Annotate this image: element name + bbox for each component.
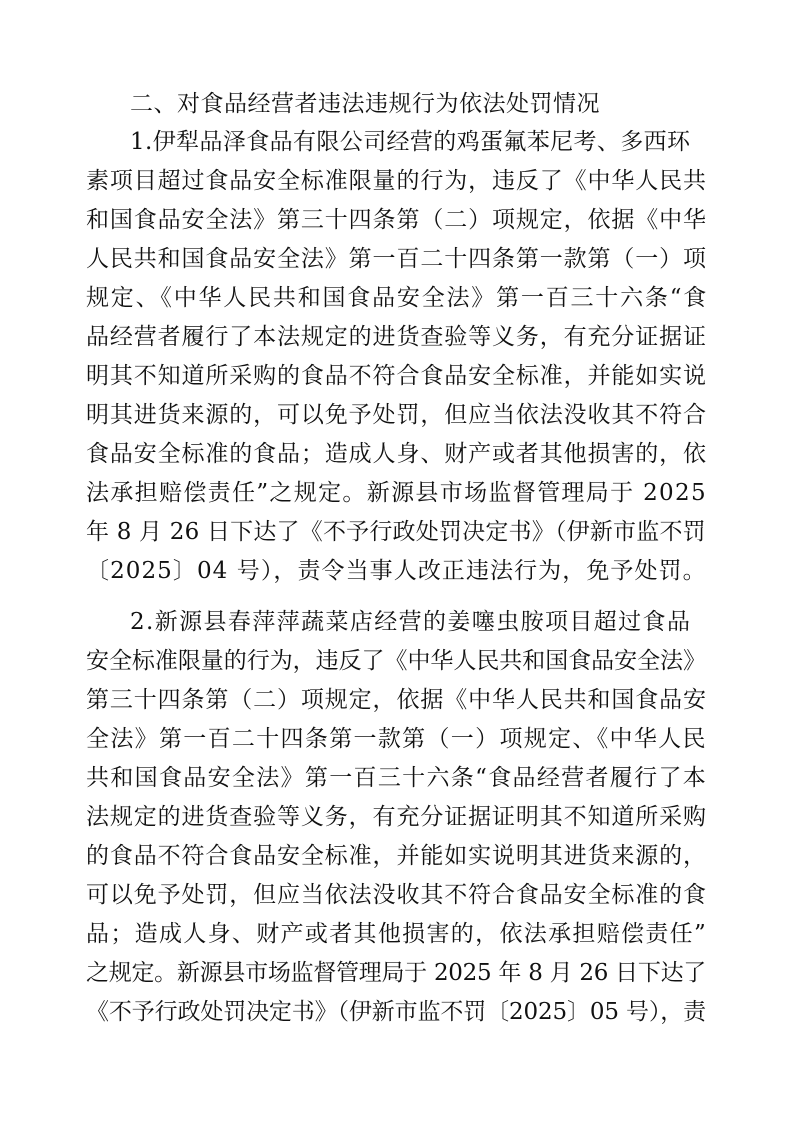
paragraph-1-line-9: 食品安全标准的食品；造成人身、财产或者其他损害的，依 [86,441,707,467]
paragraph-1-line-8: 明其进货来源的，可以免予处罚，但应当依法没收其不符合 [86,402,707,428]
paragraph-2-line-7: 的食品不符合食品安全标准，并能如实说明其进货来源的， [86,843,707,869]
paragraph-1-line-4: 人民共和国食品安全法》第一百二十四条第一款第（一）项 [86,246,707,272]
paragraph-2-line-2: 安全标准限量的行为，违反了《中华人民共和国食品安全法》 [86,648,706,674]
paragraph-1-line-11: 年 8 月 26 日下达了《不予行政处罚决定书》（伊新市监不罚 [86,519,706,545]
paragraph-2-line-11: 《不予行政处罚决定书》（伊新市监不罚〔2025〕05 号），责 [86,999,706,1025]
section-heading: 二、对食品经营者违法违规行为依法处罚情况 [130,91,600,117]
paragraph-1-line-1: 1.伊犁品泽食品有限公司经营的鸡蛋氟苯尼考、多西环 [130,129,691,155]
paragraph-2-line-1: 2.新源县春萍萍蔬菜店经营的姜噻虫胺项目超过食品 [130,609,692,635]
paragraph-2-line-4: 全法》第一百二十四条第一款第（一）项规定、《中华人民 [86,726,707,752]
paragraph-2-line-6: 法规定的进货查验等义务，有充分证据证明其不知道所采购 [86,804,707,830]
paragraph-1-line-10: 法承担赔偿责任”之规定。新源县市场监督管理局于 2025 [86,480,707,506]
paragraph-2-line-10: 之规定。新源县市场监督管理局于 2025 年 8 月 26 日下达了 [86,960,707,986]
paragraph-1-line-12: 〔2025〕04 号），责令当事人改正违法行为，免予处罚。 [86,558,707,584]
paragraph-1-line-7: 明其不知道所采购的食品不符合食品安全标准，并能如实说 [86,363,707,389]
paragraph-1-line-2: 素项目超过食品安全标准限量的行为，违反了《中华人民共 [86,168,707,194]
paragraph-2-line-5: 共和国食品安全法》第一百三十六条“食品经营者履行了本 [86,765,708,791]
paragraph-1-line-5: 规定、《中华人民共和国食品安全法》第一百三十六条“食 [86,285,709,311]
paragraph-2-line-3: 第三十四条第（二）项规定，依据《中华人民共和国食品安 [86,687,707,713]
paragraph-2-line-9: 品；造成人身、财产或者其他损害的，依法承担赔偿责任” [86,921,708,947]
paragraph-1-line-3: 和国食品安全法》第三十四条第（二）项规定，依据《中华 [86,207,707,233]
paragraph-2-line-8: 可以免予处罚，但应当依法没收其不符合食品安全标准的食 [86,882,707,908]
paragraph-1-line-6: 品经营者履行了本法规定的进货查验等义务，有充分证据证 [86,324,707,350]
